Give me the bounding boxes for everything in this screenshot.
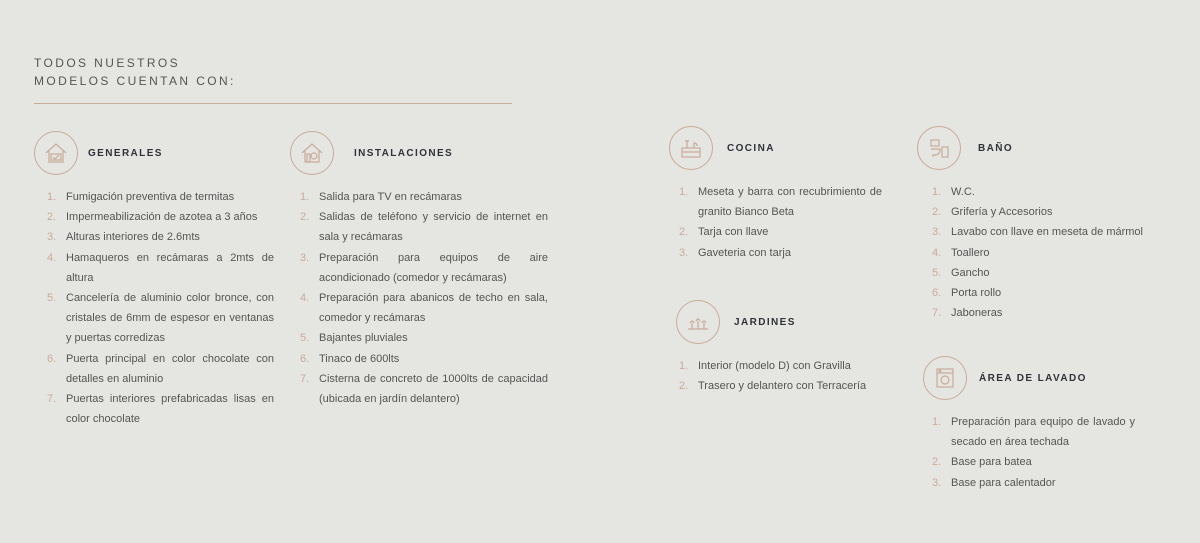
list-item: 6. Puerta principal en color chocolate con detalles en aluminio <box>47 352 274 385</box>
section-header <box>290 131 548 175</box>
list-item: 7. Puertas interiores prefabricadas lisas en color chocolate <box>47 393 274 426</box>
section-title: JARDINES <box>734 316 796 328</box>
section-header <box>917 126 1147 170</box>
list-item: 7. Cisterna de concreto de 1000lts de capacidad (ubicada en jardín delantero) <box>300 372 548 406</box>
list-item: 6. Porta rollo <box>932 287 1002 300</box>
list-item: 3. Lavabo con llave en meseta de mármol <box>932 226 1143 239</box>
section-header <box>923 356 1135 400</box>
list-item: 4. Hamaqueros en recámaras a 2mts de altura <box>47 251 274 284</box>
list-item: 4. Toallero <box>932 246 990 259</box>
section-header <box>34 131 274 175</box>
section-title: BAÑO <box>978 142 1014 154</box>
item-list <box>917 182 1147 323</box>
section-title: ÁREA DE LAVADO <box>979 372 1087 384</box>
house-check-icon <box>34 131 78 175</box>
section-title: GENERALES <box>88 147 163 159</box>
list-item: 6. Tinaco de 600lts <box>300 352 400 365</box>
list-item: 2. Base para batea <box>932 456 1032 469</box>
list-item: 1. W.C. <box>932 186 975 198</box>
washing-machine-icon <box>923 356 967 400</box>
house-installations-icon <box>290 131 334 175</box>
list-item: 3. Preparación para equipos de aire acondicionado (comedor y recámaras) <box>300 251 548 284</box>
list-item: 4. Preparación para abanicos de techo en sala, comedor y recámaras <box>300 292 548 325</box>
section-header <box>669 126 882 170</box>
list-item: 3. Gaveteria con tarja <box>679 246 791 259</box>
list-item: 2. Grifería y Accesorios <box>932 206 1053 219</box>
heading-line-2: MODELOS CUENTAN CON: <box>34 74 236 88</box>
list-item: 5. Cancelería de aluminio color bronce, con cristales de 6mm de espesor en ventanas y puertas corredizas <box>47 292 274 345</box>
list-item: 2. Trasero y delantero con Terracería <box>679 380 867 393</box>
list-item: 5. Bajantes pluviales <box>300 332 408 345</box>
section-instalaciones <box>290 131 548 409</box>
item-list <box>669 182 882 263</box>
section-jardines <box>676 300 876 396</box>
list-item: 5. Gancho <box>932 266 990 279</box>
section-header <box>676 300 876 344</box>
item-list <box>34 187 274 429</box>
list-item: 1. Preparación para equipo de lavado y secado en área techada <box>932 416 1135 449</box>
section-generales <box>34 131 274 429</box>
kitchen-icon <box>669 126 713 170</box>
list-item: 1. Interior (modelo D) con Gravilla <box>679 360 851 372</box>
section-title: COCINA <box>727 142 775 154</box>
item-list <box>290 187 548 409</box>
list-item: 2. Impermeabilización de azotea a 3 años <box>47 211 258 224</box>
list-item: 3. Base para calentador <box>932 476 1056 489</box>
section-title: INSTALACIONES <box>354 147 454 159</box>
bathroom-icon <box>917 126 961 170</box>
section-cocina <box>669 126 882 263</box>
item-list <box>923 412 1135 493</box>
heading-line-1: TODOS NUESTROS <box>34 56 181 70</box>
list-item: 2. Salidas de teléfono y servicio de internet en sala y recámaras <box>300 211 548 244</box>
item-list <box>676 356 876 396</box>
list-item: 1. Fumigación preventiva de termitas <box>47 191 235 203</box>
list-item: 3. Alturas interiores de 2.6mts <box>47 231 200 244</box>
heading-divider <box>34 103 512 104</box>
page-heading <box>34 54 236 90</box>
list-item: 2. Tarja con llave <box>679 226 769 239</box>
list-item: 1. Meseta y barra con recubrimiento de granito Bianco Beta <box>679 186 882 219</box>
list-item: 7. Jaboneras <box>932 307 1003 320</box>
section-lavado <box>923 356 1135 493</box>
section-bano <box>917 126 1147 323</box>
garden-icon <box>676 300 720 344</box>
list-item: 1. Salida para TV en recámaras <box>300 191 462 203</box>
